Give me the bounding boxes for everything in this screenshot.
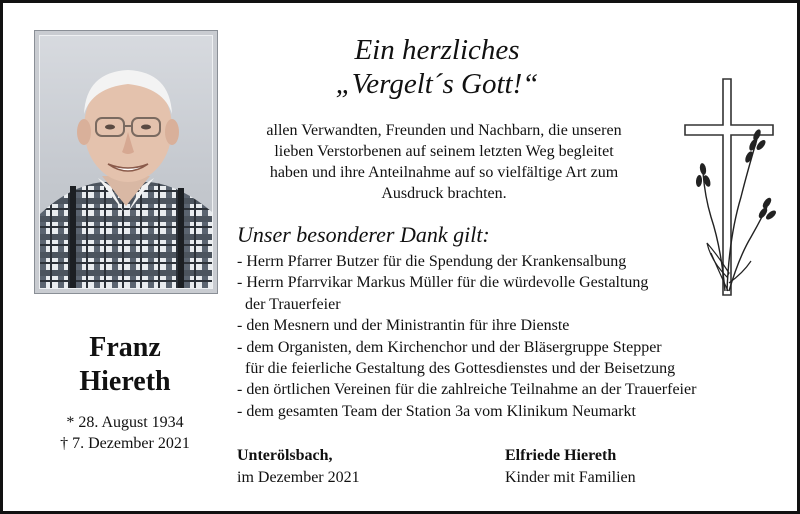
thanks-line-2: lieben Verstorbenen auf seinem letzten Weg begleitet — [274, 143, 614, 160]
list-item: - den örtlichen Vereinen für die zahlreiche Teilnahme an der Trauerfeier — [237, 381, 697, 399]
list-item: der Trauerfeier — [237, 295, 341, 313]
death-date: † 7. Dezember 2021 — [60, 435, 190, 452]
signature-name-block — [505, 445, 636, 489]
special-thanks-title: Unser besonderer Dank gilt: — [237, 222, 490, 247]
signature-place-block — [237, 445, 360, 489]
list-item: - dem Organisten, dem Kirchenchor und der Bläsergruppe Stepper — [237, 338, 662, 356]
thanks-line-1: allen Verwandten, Freunden und Nachbarn, die unseren — [266, 122, 622, 139]
heading-line-1: Ein herzliches — [354, 34, 520, 66]
signature-place: Unterölsbach, — [237, 447, 333, 464]
list-item: - dem gesamten Team der Station 3a vom Klinikum Neumarkt — [237, 402, 636, 420]
signature-date: im Dezember 2021 — [237, 469, 360, 486]
signature-family: Kinder mit Familien — [505, 469, 636, 486]
special-thanks-list — [237, 251, 696, 422]
birth-date: * 28. August 1934 — [66, 414, 184, 431]
thanks-line-4: Ausdruck brachten. — [381, 185, 507, 202]
cross-with-wheat-icon — [681, 77, 777, 299]
list-item: - den Mesnern und der Ministrantin für ihre Dienste — [237, 317, 570, 335]
portrait-illustration — [40, 36, 212, 288]
portrait-photo — [34, 30, 218, 294]
deceased-first-name: Franz — [89, 332, 161, 363]
deceased-last-name: Hiereth — [79, 366, 171, 397]
thanks-line-3: haben und ihre Anteilnahme auf so vielfältige Art zum — [269, 164, 619, 181]
heading-line-2: „Vergelt´s Gott!“ — [335, 68, 539, 100]
list-item: - Herrn Pfarrvikar Markus Müller für die würdevolle Gestaltung — [237, 274, 649, 292]
list-item: - Herrn Pfarrer Butzer für die Spendung der Krankensalbung — [237, 253, 627, 270]
list-item: für die feierliche Gestaltung des Gottesdienstes und der Beisetzung — [237, 360, 676, 378]
signature-name: Elfriede Hiereth — [505, 447, 617, 464]
portrait-inner — [39, 35, 213, 289]
